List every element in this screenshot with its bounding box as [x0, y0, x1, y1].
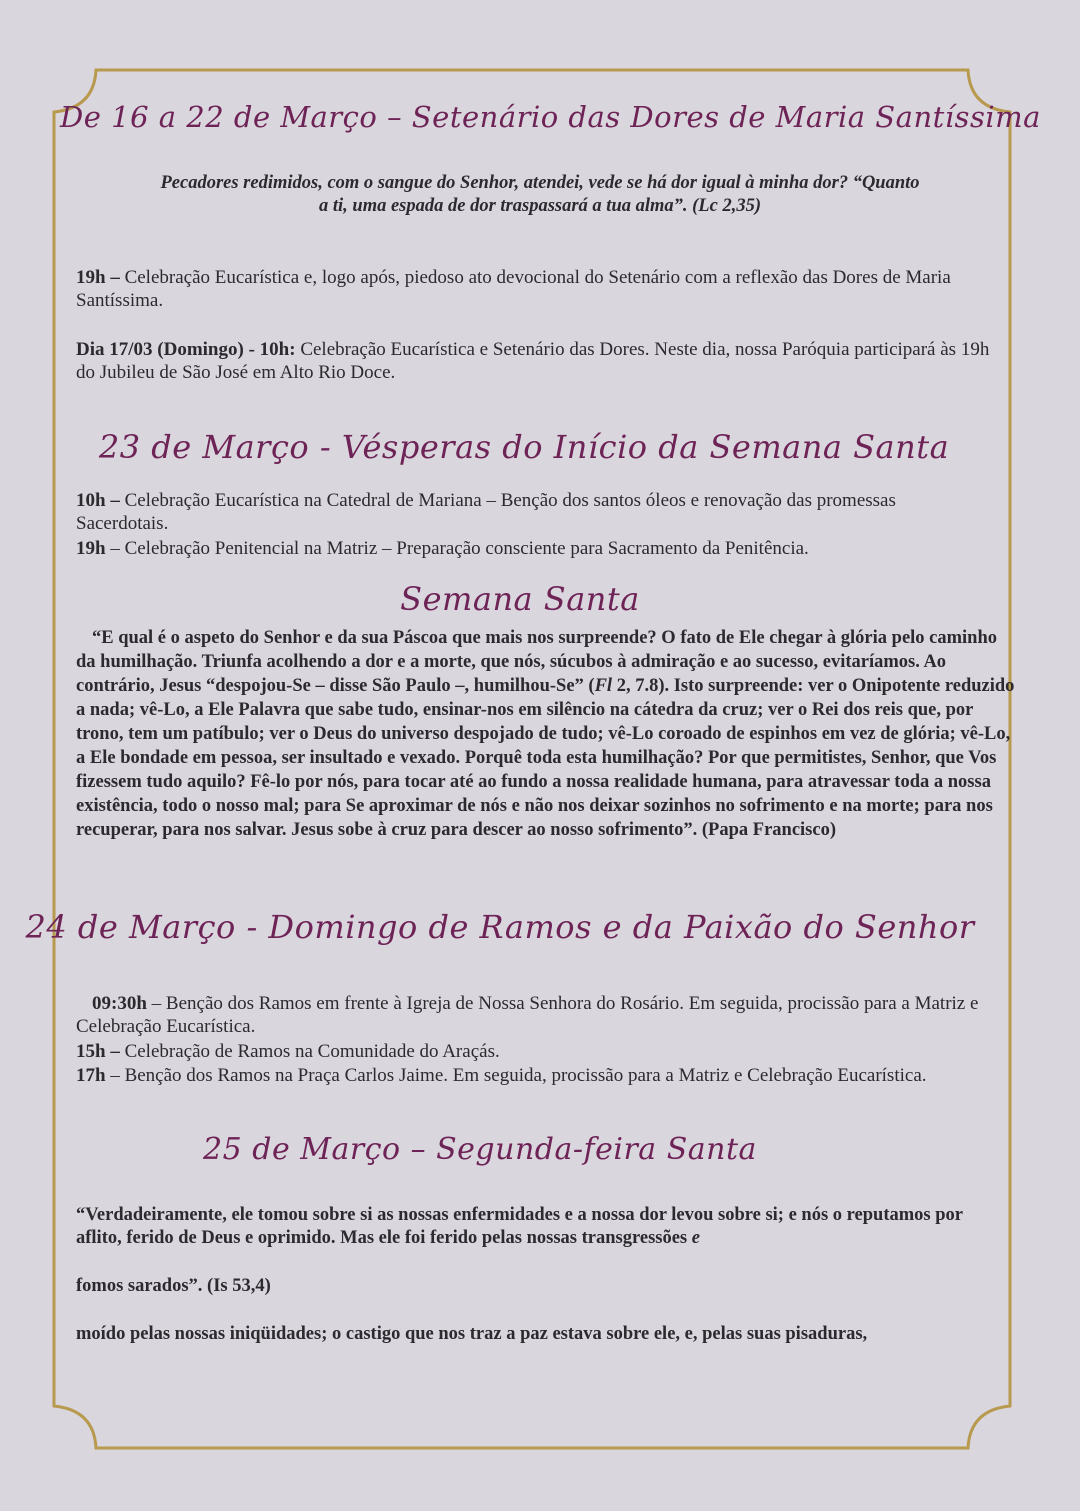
- setenario-quote-line-2: a ti, uma espada de dor traspassará a tua alma”. (Lc 2,35): [319, 196, 761, 216]
- vesperas-item-2-time: 19h: [76, 538, 106, 559]
- semana-santa-quote: [76, 626, 1020, 842]
- vesperas-item-1-text: Celebração Eucarística na Catedral de Mariana – Benção dos santos óleos e renovação das promessas Sacerdotais.: [76, 490, 896, 534]
- ramos-item-1: [76, 992, 1022, 1038]
- ramos-item-2-time: 15h –: [76, 1041, 120, 1062]
- ramos-item-1-time: 09:30h: [92, 993, 147, 1014]
- semana-santa-quote-end: 2, 7.8). Isto surpreende: ver o Onipotente reduzido a nada; vê-Lo, a Ele Palavra que sabe tudo, ensinar-nos em silêncio na cátedra da cruz; ver o Rei dos reis que, por trono, tem um patíbulo; ver o Deus do universo despojado de tudo; vê-Lo coroado de espinhos em vez de glória; vê-Lo, a Ele bondade em pessoa, ser insultado e vexado. Porquê toda esta humilhação? Por que permitistes, Senhor, que Vos fizessem tudo aquilo? Fê-lo por nós, para tocar até ao fundo a nossa realidade humana, para atravessar toda a nossa existência, todo o nosso mal; para Se aproximar de nós e não nos deixar sozinhos no sofrimento e na morte; para nos recuperar, para nos salvar. Jesus sobe à cruz para descer ao nosso sofrimento”. (Papa Francisco): [76, 676, 1015, 840]
- ramos-item-2: [76, 1040, 1022, 1063]
- setenario-quote-line-1: Pecadores redimidos, com o sangue do Senhor, atendei, vede se há dor igual à minha dor? “Quanto: [160, 173, 920, 193]
- section-title-semana-santa: Semana Santa: [400, 580, 640, 618]
- setenario-item-1-text: Celebração Eucarística e, logo após, piedoso ato devocional do Setenário com a reflexão das Dores de Maria Santíssima.: [76, 267, 951, 311]
- vesperas-item-2-text: – Celebração Penitencial na Matriz – Preparação consciente para Sacramento da Penitência.: [105, 538, 809, 559]
- section-title-segunda: 25 de Março – Segunda-feira Santa: [203, 1132, 757, 1167]
- setenario-item-2-text: Celebração Eucarística e Setenário das Dores. Neste dia, nossa Paróquia participará às 19h do Jubileu de São José em Alto Rio Doce.: [76, 339, 990, 383]
- vesperas-item-2: [76, 537, 996, 560]
- setenario-quote: [70, 172, 1010, 218]
- vesperas-item-1: [76, 489, 956, 535]
- section-title-setenario: De 16 a 22 de Março – Setenário das Dores de Maria Santíssima: [60, 100, 1041, 134]
- setenario-item-1: [76, 266, 1016, 312]
- semana-santa-quote-start: “E qual é o aspeto do Senhor e da sua Páscoa que mais nos surpreende? O fato de Ele chegar à glória pelo caminho da humilhação. Triunfa acolhendo a dor e a morte, que nós, súcubos à admiração e ao sucesso, evitaríamos. Ao contrário, Jesus “despojou-Se – disse São Paulo –, humilhou-Se” (: [76, 628, 998, 696]
- setenario-item-2-time: Dia 17/03 (Domingo) - 10h:: [76, 339, 296, 360]
- setenario-item-1-time: 19h –: [76, 267, 120, 288]
- segunda-quote-a-italic: e: [691, 1228, 700, 1248]
- ramos-item-2-text: Celebração de Ramos na Comunidade do Araçás.: [119, 1041, 500, 1062]
- segunda-quote-a-text: “Verdadeiramente, ele tomou sobre si as nossas enfermidades e a nossa dor levou sobre si; e nós o reputamos por aflito, ferido de Deus e oprimido. Mas ele foi ferido pelas nossas transgressões: [76, 1205, 963, 1248]
- section-title-vesperas: 23 de Março - Vésperas do Início da Semana Santa: [98, 428, 950, 466]
- setenario-item-2: [76, 338, 996, 384]
- ramos-item-1-text: – Benção dos Ramos em frente à Igreja de Nossa Senhora do Rosário. Em seguida, procissão para a Matriz e Celebração Eucarística.: [76, 993, 979, 1037]
- ramos-item-3-time: 17h: [76, 1065, 106, 1086]
- ramos-item-3: [76, 1064, 956, 1087]
- segunda-quote-b: fomos sarados”. (Is 53,4): [76, 1276, 271, 1296]
- section-title-ramos: 24 de Março - Domingo de Ramos e da Paixão do Senhor: [25, 908, 975, 946]
- vesperas-item-1-time: 10h –: [76, 490, 120, 511]
- semana-santa-quote-ref: Fl: [594, 676, 613, 696]
- segunda-quote-c: moído pelas nossas iniqüidades; o castigo que nos traz a paz estava sobre ele, e, pelas suas pisaduras,: [76, 1324, 868, 1344]
- segunda-quote-a: [76, 1204, 1006, 1250]
- ramos-item-3-text: – Benção dos Ramos na Praça Carlos Jaime. Em seguida, procissão para a Matriz e Celebração Eucarística.: [105, 1065, 927, 1086]
